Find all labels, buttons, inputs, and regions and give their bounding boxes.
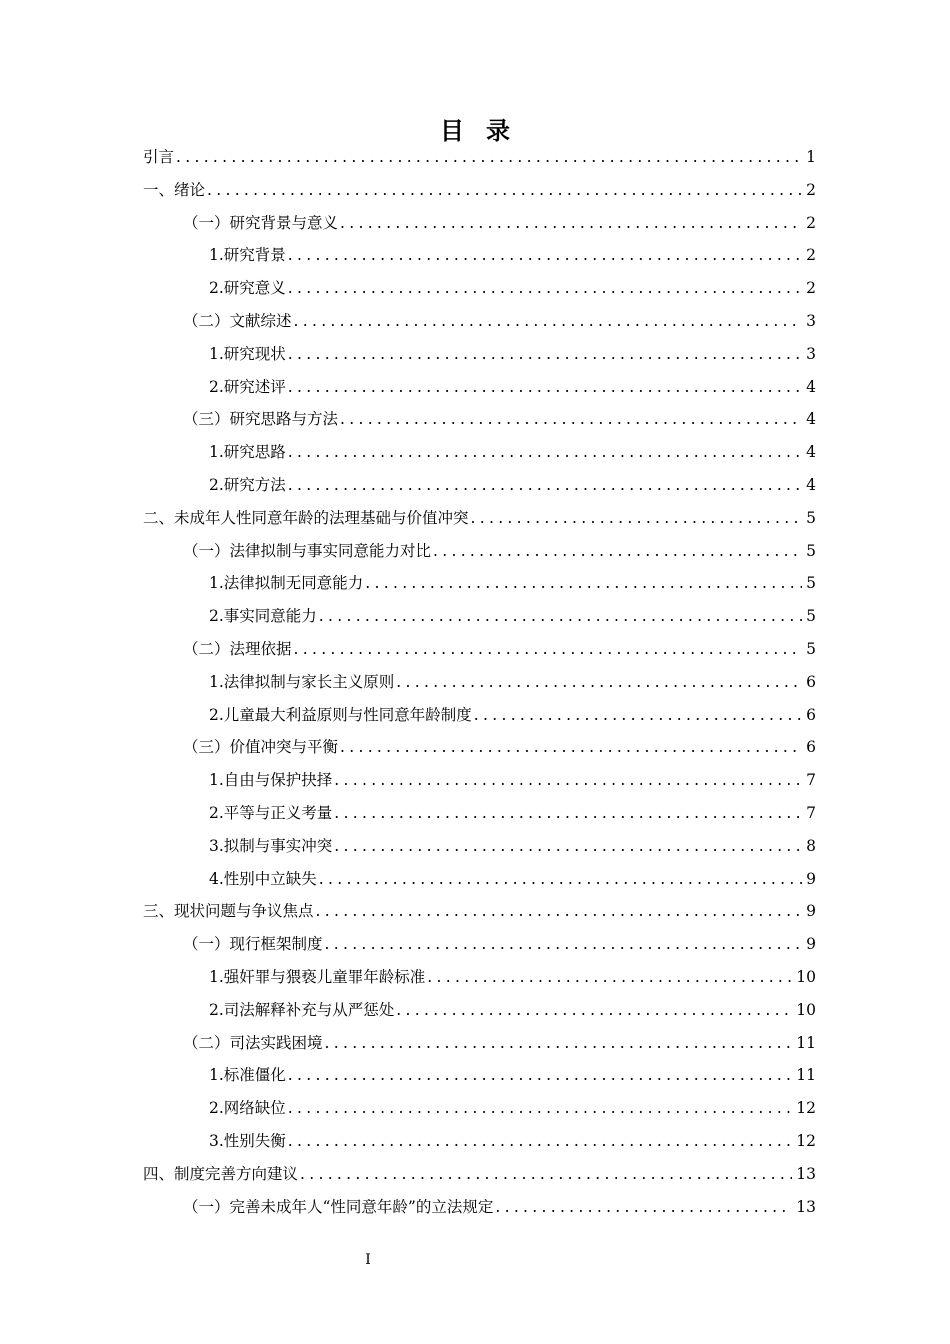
toc-entry-page-number: 2 <box>806 246 816 265</box>
toc-entry-title: （三）研究思路与方法 <box>183 410 339 429</box>
toc-entry-page-number: 4 <box>806 410 816 429</box>
toc-entry-title: （二）文献综述 <box>183 311 292 330</box>
toc-dot-leader <box>288 1092 792 1125</box>
toc-entry-level-2[interactable] <box>143 1027 816 1060</box>
toc-entry-title: 2.平等与正义考量 <box>209 803 333 822</box>
toc-entry-level-2[interactable] <box>143 731 816 764</box>
toc-dot-leader <box>176 141 802 174</box>
toc-entry-level-3[interactable] <box>143 699 816 732</box>
toc-entry-title: 一、绪论 <box>143 180 206 199</box>
toc-entry-page-number: 2 <box>806 213 816 232</box>
toc-dot-leader <box>334 797 802 830</box>
toc-dot-leader <box>288 1125 792 1158</box>
toc-entry-level-2[interactable] <box>143 207 816 240</box>
toc-entry-page-number: 9 <box>806 935 816 954</box>
toc-entry-title: 2.儿童最大利益原则与性同意年龄制度 <box>209 705 472 724</box>
toc-dot-leader <box>288 239 802 272</box>
toc-entry-title: 2.事实同意能力 <box>209 607 317 626</box>
toc-entry-title: 1.标准僵化 <box>209 1066 286 1085</box>
toc-dot-leader <box>325 928 803 961</box>
toc-entry-level-1[interactable] <box>143 174 816 207</box>
toc-entry-level-3[interactable] <box>143 961 816 994</box>
toc-entry-title: 2.研究述评 <box>209 377 286 396</box>
toc-entry-title: 1.法律拟制无同意能力 <box>209 574 364 593</box>
toc-entry-title: 1.研究思路 <box>209 443 286 462</box>
toc-entry-page-number: 4 <box>806 443 816 462</box>
toc-entry-page-number: 11 <box>796 1033 816 1052</box>
toc-entry-title: （二）法理依据 <box>183 639 292 658</box>
toc-entry-page-number: 9 <box>806 869 816 888</box>
toc-entry-title: 二、未成年人性同意年龄的法理基础与价值冲突 <box>143 508 469 527</box>
toc-entry-level-2[interactable] <box>143 305 816 338</box>
toc-entry-level-3[interactable] <box>143 272 816 305</box>
toc-entry-page-number: 10 <box>796 1000 816 1019</box>
toc-dot-leader <box>316 895 803 928</box>
toc-dot-leader <box>325 1027 793 1060</box>
toc-dot-leader <box>427 961 792 994</box>
toc-entry-title: 引言 <box>143 148 175 166</box>
toc-entry-title: （一）完善未成年人“性同意年龄”的立法规定 <box>183 1197 494 1216</box>
toc-entry-title: （三）价值冲突与平衡 <box>183 738 339 757</box>
toc-entry-level-3[interactable] <box>143 567 816 600</box>
toc-entry-title: 4.性别中立缺失 <box>209 869 317 888</box>
toc-entry-page-number: 12 <box>796 1131 816 1150</box>
toc-entry-page-number: 7 <box>806 803 816 822</box>
toc-entry-level-3[interactable] <box>143 1092 816 1125</box>
toc-entry-level-3[interactable] <box>143 666 816 699</box>
toc-entry-page-number: 13 <box>796 1164 816 1183</box>
toc-entry-title: 3.性别失衡 <box>209 1131 286 1150</box>
toc-entry-title: 2.研究意义 <box>209 279 286 298</box>
toc-entry-level-1[interactable] <box>143 1158 816 1191</box>
toc-dot-leader <box>288 272 802 305</box>
toc-entry-page-number: 5 <box>806 607 816 626</box>
toc-entry-title: 1.法律拟制与家长主义原则 <box>209 672 395 691</box>
toc-entry-page-number: 2 <box>806 180 816 199</box>
toc-entry-level-1[interactable] <box>143 502 816 535</box>
toc-dot-leader <box>300 1158 792 1191</box>
toc-entry-level-2[interactable] <box>143 535 816 568</box>
toc-dot-leader <box>319 863 802 896</box>
toc-dot-leader <box>396 994 792 1027</box>
toc-dot-leader <box>396 666 802 699</box>
toc-entry-title: （二）司法实践困境 <box>183 1033 323 1052</box>
toc-entry-level-3[interactable] <box>143 436 816 469</box>
toc-dot-leader <box>288 1059 792 1092</box>
toc-entry-title: 3.拟制与事实冲突 <box>209 836 333 855</box>
toc-entry-level-3[interactable] <box>143 1059 816 1092</box>
toc-entry-title: （一）法律拟制与事实同意能力对比 <box>183 541 432 560</box>
toc-dot-leader <box>334 830 802 863</box>
toc-entry-page-number: 6 <box>806 738 816 757</box>
toc-entry-title: 2.司法解释补充与从严惩处 <box>209 1000 395 1019</box>
toc-entry-level-2[interactable] <box>143 403 816 436</box>
toc-dot-leader <box>340 731 802 764</box>
toc-entry-page-number: 12 <box>796 1099 816 1118</box>
toc-entry-title: 三、现状问题与争议焦点 <box>143 902 314 921</box>
toc-dot-leader <box>365 567 802 600</box>
toc-entry-level-2[interactable] <box>143 1191 816 1224</box>
toc-entry-page-number: 1 <box>806 148 816 166</box>
toc-entry-title: 1.强奸罪与猥亵儿童罪年龄标准 <box>209 967 426 986</box>
toc-entry-title: 1.研究现状 <box>209 344 286 363</box>
toc-entry-title: 1.自由与保护抉择 <box>209 771 333 790</box>
toc-dot-leader <box>288 436 802 469</box>
toc-dot-leader <box>294 633 803 666</box>
toc-entry-title: 四、制度完善方向建议 <box>143 1164 299 1183</box>
toc-entry-page-number: 6 <box>806 705 816 724</box>
toc-entry-level-3[interactable] <box>143 371 816 404</box>
toc-entry-page-number: 10 <box>796 967 816 986</box>
toc-entry-level-3[interactable] <box>143 1125 816 1158</box>
toc-dot-leader <box>288 469 802 502</box>
toc-entry-level-3[interactable] <box>143 469 816 502</box>
toc-entry-page-number: 13 <box>796 1197 816 1216</box>
toc-entry-level-3[interactable] <box>143 994 816 1027</box>
toc-entry-level-3[interactable] <box>143 797 816 830</box>
toc-entry-page-number: 9 <box>806 902 816 921</box>
toc-dot-leader <box>340 403 802 436</box>
toc-dot-leader <box>288 338 802 371</box>
toc-entry-page-number: 5 <box>806 639 816 658</box>
toc-entry-page-number: 5 <box>806 508 816 527</box>
toc-entry-level-2[interactable] <box>143 928 816 961</box>
toc-entry-level-2[interactable] <box>143 633 816 666</box>
toc-entry-page-number: 3 <box>806 311 816 330</box>
toc-dot-leader <box>495 1191 792 1224</box>
toc-entry-page-number: 3 <box>806 344 816 363</box>
toc-entry-page-number: 4 <box>806 377 816 396</box>
toc-dot-leader <box>334 764 802 797</box>
toc-entry-level-3[interactable] <box>143 239 816 272</box>
toc-entry-level-3[interactable] <box>143 600 816 633</box>
toc-entry-title: （一）研究背景与意义 <box>183 213 339 232</box>
toc-entry-title: 2.网络缺位 <box>209 1099 286 1118</box>
toc-entry-page-number: 7 <box>806 771 816 790</box>
toc-entry-page-number: 5 <box>806 541 816 560</box>
toc-entry-page-number: 11 <box>796 1066 816 1085</box>
toc-entry-page-number: 5 <box>806 574 816 593</box>
page-title: 目录 <box>440 117 532 145</box>
toc-entry-level-3[interactable] <box>143 764 816 797</box>
toc-entry-level-3[interactable] <box>143 830 816 863</box>
toc-entry-page-number: 6 <box>806 672 816 691</box>
toc-dot-leader <box>471 502 803 535</box>
toc-entry-page-number: 2 <box>806 279 816 298</box>
toc-dot-leader <box>474 699 802 732</box>
toc-entry-level-3[interactable] <box>143 863 816 896</box>
toc-dot-leader <box>433 535 802 568</box>
toc-entry-title: （一）现行框架制度 <box>183 935 323 954</box>
toc-entry-level-3[interactable] <box>143 338 816 371</box>
toc-entry-title: 1.研究背景 <box>209 246 286 265</box>
toc-dot-leader <box>207 174 802 207</box>
toc-dot-leader <box>288 371 802 404</box>
toc-entry-page-number: 4 <box>806 475 816 494</box>
toc-dot-leader <box>294 305 803 338</box>
toc-entry-page-number: 8 <box>806 836 816 855</box>
toc-dot-leader <box>319 600 802 633</box>
toc-entry-level-1[interactable] <box>143 141 816 174</box>
table-of-contents <box>143 141 816 1223</box>
toc-entry-title: 2.研究方法 <box>209 475 286 494</box>
toc-entry-level-1[interactable] <box>143 895 816 928</box>
page-number-footer: I <box>365 1252 371 1268</box>
toc-dot-leader <box>340 207 802 240</box>
